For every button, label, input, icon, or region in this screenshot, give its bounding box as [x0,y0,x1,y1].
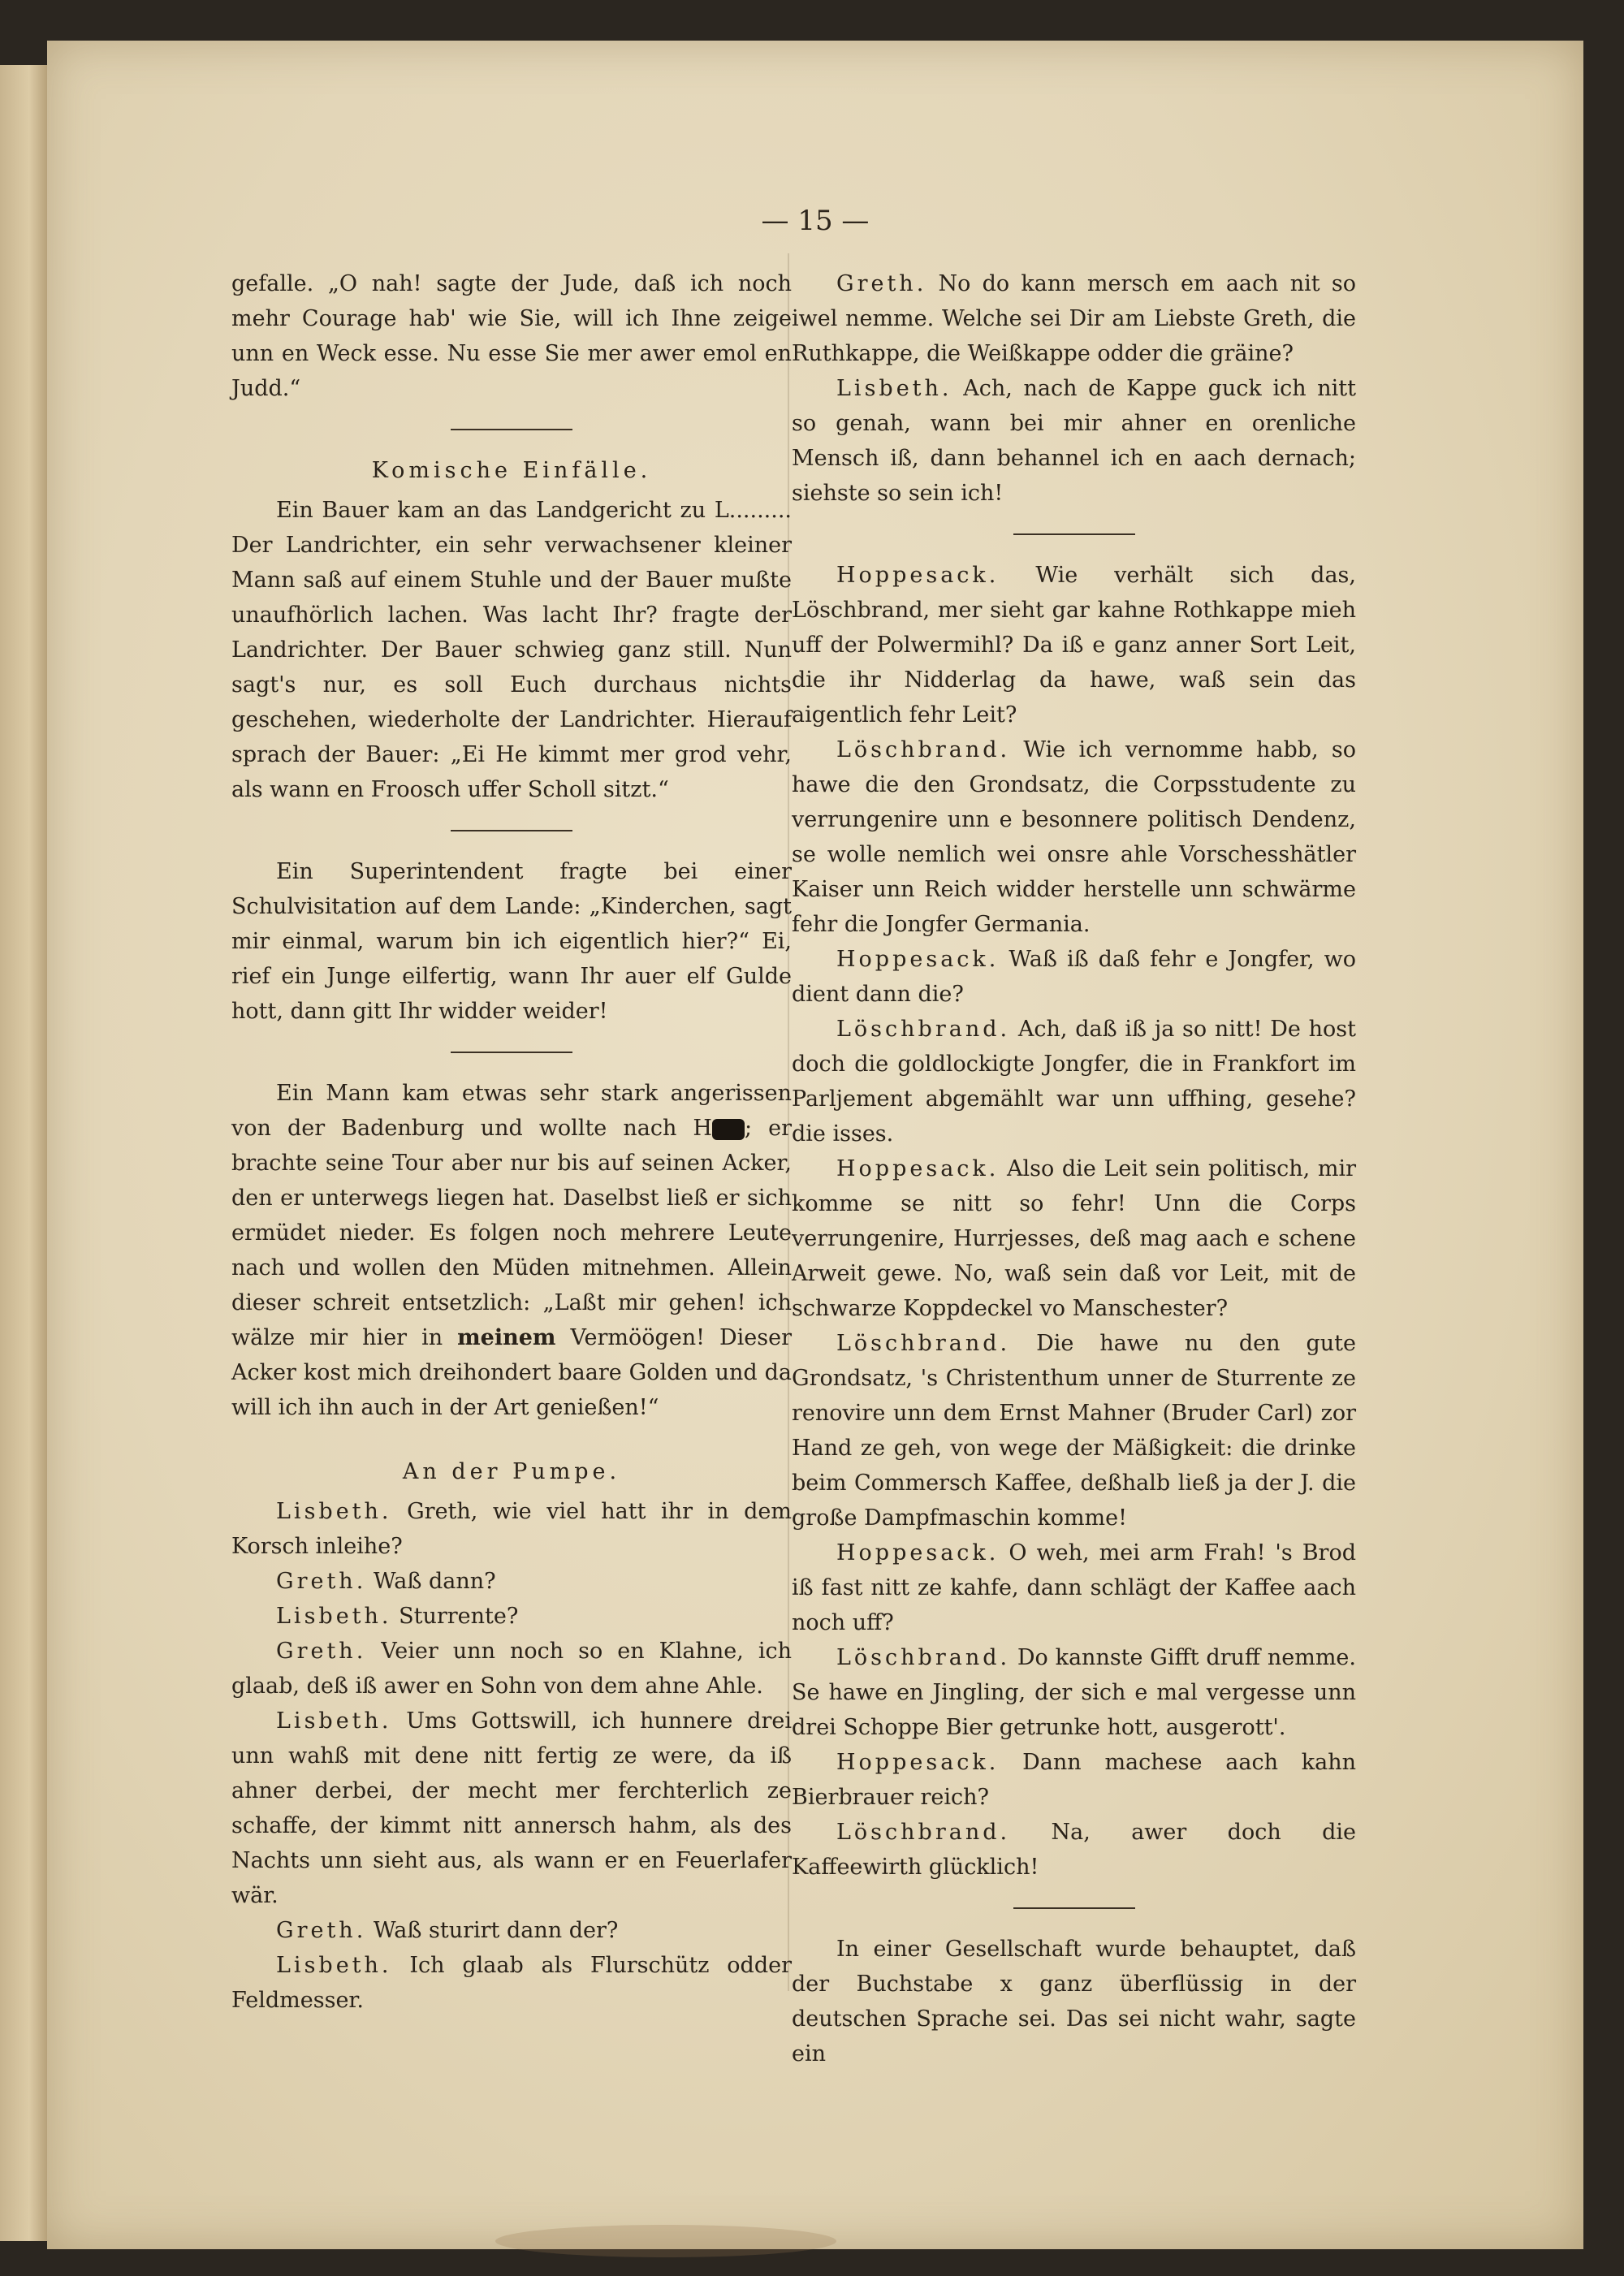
paragraph-mann-part-a: Ein Mann kam etwas sehr stark angerissen von der Badenburg und wollte nach H [231,1081,792,1141]
dialogue-text: Wie verhält sich das, Löschbrand, mer sieht gar kahne Rothkappe mieh uff der Polwermihl? Da iß e ganz anner Sort Leit, die ihr Nidderlag da hawe, waß sein das aigentlich fehr Leit? [792,563,1356,728]
speaker-name: Lisbeth. [276,1499,392,1524]
dialogue-text: Waß iß daß fehr e Jongfer, wo dient dann die? [792,947,1356,1007]
dialogue-line [231,1494,792,1564]
dialogue-text: Wie ich vernomme habb, so hawe die den Grondsatz, die Corpsstudente zu verrungenire unn e besonnere politisch Dendenz, se wolle nemlich wei onsre ahle Vorschesshätler Kaiser unn Reich widder herstelle unn schwärme fehr die Jongfer Germania. [792,737,1356,937]
dialogue-text: Ich glaab als Flurschütz odder Feldmesser. [231,1953,792,2013]
paragraph-superintendent: Ein Superintendent fragte bei einer Schulvisitation auf dem Lande: „Kinderchen, sagt mir einmal, warum bin ich eigentlich hier?“ Ei, rief ein Junge eilfertig, wann Ihr auer elf Gulde hott, dann gitt Ihr widder weider! [231,859,792,1024]
bold-word: meinem [457,1325,556,1350]
speaker-name: Lisbeth. [276,1708,392,1734]
speaker-name: Greth. [836,271,927,296]
dialogue-text: Dann machese aach kahn Bierbrauer reich? [792,1750,1356,1810]
dialogue-text: Ach, daß iß ja so nitt! De host doch die goldlockigte Jongfer, die in Frankfort im Parljement abgemählt war unn uffhing, gesehe? die isses. [792,1017,1356,1147]
dialogue-text: Do kannste Gifft druff nemme. Se hawe en Jingling, der sich e mal vergesse unn drei Schoppe Bier getrunke hott, ausgerott'. [792,1645,1356,1740]
speaker-name: Löschbrand. [836,1820,1011,1845]
speaker-name: Hoppesack. [836,1540,1000,1566]
speaker-name: Greth. [276,1569,367,1594]
dialogue-line [792,1640,1356,1745]
right-column [792,266,1356,2071]
dialogue-text: O weh, mei arm Frah! 's Brod iß fast nitt ze kahfe, dann schlägt der Kaffee aach noch uff? [792,1540,1356,1635]
speaker-name: Hoppesack. [836,1156,1000,1181]
dialogue-line [792,1326,1356,1535]
speaker-name: Löschbrand. [836,1017,1011,1042]
dialogue-line [231,1948,792,2018]
section-rule [451,830,572,831]
dialogue-text: Waß sturirt dann der? [373,1918,619,1943]
speaker-name: Greth. [276,1918,367,1943]
dialogue-line [792,1745,1356,1815]
speaker-name: Lisbeth. [276,1604,392,1629]
page-number: — 15 — [761,205,870,237]
dialogue-line [792,942,1356,1012]
dialogue-text: Ums Gottswill, ich hunnere drei unn wahß mit dene nitt fertig ze were, da iß ahner derbei, der mecht mer ferchterlich ze schaffe, der kimmt nitt annersch hahm, als des Nachts unn sieht aus, als wann er en Feuerlafer wär. [231,1708,792,1908]
speaker-name: Löschbrand. [836,1331,1011,1356]
dialogue-line [792,371,1356,511]
spacer [231,1425,792,1449]
speaker-name: Hoppesack. [836,947,1000,972]
paragraph-mann-badenburg [231,1076,792,1425]
dialogue-text: Greth, wie viel hatt ihr in dem Korsch inleihe? [231,1499,792,1559]
paragraph-mann-part-c: Vermöögen! Dieser Acker kost mich dreihondert baare Golden und da will ich ihn auch in der Art genießen!“ [231,1325,792,1420]
speaker-name: Löschbrand. [836,1645,1011,1670]
paragraph-bauer-landrichter: Ein Bauer kam an das Landgericht zu L......... Der Landrichter, ein sehr verwachsener kleiner Mann saß auf einem Stuhle und der Bauer mußte unaufhörlich lachen. Was lacht Ihr? fragte der Landrichter. Der Bauer schwieg ganz still. Nun sagt's nur, es soll Euch durchaus nichts geschehen, wiederholte der Landrichter. Hierauf sprach der Bauer: „Ei He kimmt mer grod vehr, als wann en Froosch uffer Scholl sitzt.“ [231,498,792,802]
dialogue-text: Ach, nach de Kappe guck ich nitt so genah, wann bei mir ahner en orenliche Mensch iß, dann behannel ich en aach dernach; siehste so sein ich! [792,376,1356,506]
left-column [231,266,792,2018]
dialogue-text: No do kann mersch em aach nit so iwel nemme. Welche sei Dir am Liebste Greth, die Ruthkappe, die Weißkappe odder die gräine? [792,271,1356,366]
dialogue-text: Veier unn noch so en Klahne, ich glaab, deß iß awer en Sohn von dem ahne Ahle. [231,1639,792,1699]
dialogue-line [792,732,1356,942]
dialogue-line [231,1634,792,1704]
dialogue-line [792,1815,1356,1885]
paper-stain [495,2225,836,2257]
speaker-name: Hoppesack. [836,563,1000,588]
paragraph-buchstabe-x: In einer Gesellschaft wurde behauptet, daß der Buchstabe x ganz überflüssig in der deutschen Sprache sei. Das sei nicht wahr, sagte ein [792,1937,1356,2067]
section-rule [451,429,572,430]
dialogue-text: Na, awer doch die Kaffeewirth glücklich! [792,1820,1356,1880]
heading-an-der-pumpe: An der Pumpe. [402,1459,621,1484]
ink-blot [712,1119,745,1140]
section-rule [1013,533,1135,535]
paragraph-jude-ending: gefalle. „O nah! sagte der Jude, daß ich noch mehr Courage hab' wie Sie, will ich Ihne zeige unn en Weck esse. Nu esse Sie mer awer emol en Judd.“ [231,271,792,401]
dialogue-text: Waß dann? [373,1569,496,1594]
dialogue-line [792,558,1356,732]
dialogue-line [792,1012,1356,1151]
dialogue-text: Sturrente? [399,1604,519,1629]
speaker-name: Lisbeth. [276,1953,392,1978]
dialogue-text: Die hawe nu den gute Grondsatz, 's Christenthum unner de Sturrente ze renovire unn dem Ernst Mahner (Bruder Carl) zor Hand ze geh, von wege der Mäßigkeit: die drinke beim Commersch Kaffee, deßhalb ließ ja der J. die große Dampfmaschin komme! [792,1331,1356,1531]
dialogue-line [792,1535,1356,1640]
dialogue-text: Also die Leit sein politisch, mir komme se nitt so fehr! Unn die Corps verrungenire, Hurrjesses, deß mag aach e schene Arweit gewe. No, waß sein daß vor Leit, mit de schwarze Koppdeckel vo Manschester? [792,1156,1356,1321]
dialogue-line [231,1564,792,1599]
dialogue-line [231,1704,792,1913]
speaker-name: Hoppesack. [836,1750,1000,1775]
speaker-name: Greth. [276,1639,367,1664]
section-rule [451,1052,572,1053]
dialogue-line [231,1599,792,1634]
dialogue-line [231,1913,792,1948]
heading-komische-einfaelle: Komische Einfälle. [371,458,652,483]
speaker-name: Löschbrand. [836,737,1011,762]
dialogue-line [792,1151,1356,1326]
section-rule [1013,1907,1135,1909]
dialogue-line [792,266,1356,371]
left-page-edge [0,65,49,2241]
speaker-name: Lisbeth. [836,376,952,401]
paragraph-mann-part-b: ; er brachte seine Tour aber nur bis auf seinen Acker, den er unterwegs liegen hat. Daselbst ließ er sich ermüdet nieder. Es folgen noch mehrere Leute nach und wollen den Müden mitnehmen. Allein dieser schreit entsetzlich: „Laßt mir gehen! ich wälze mir hier in [231,1116,792,1350]
